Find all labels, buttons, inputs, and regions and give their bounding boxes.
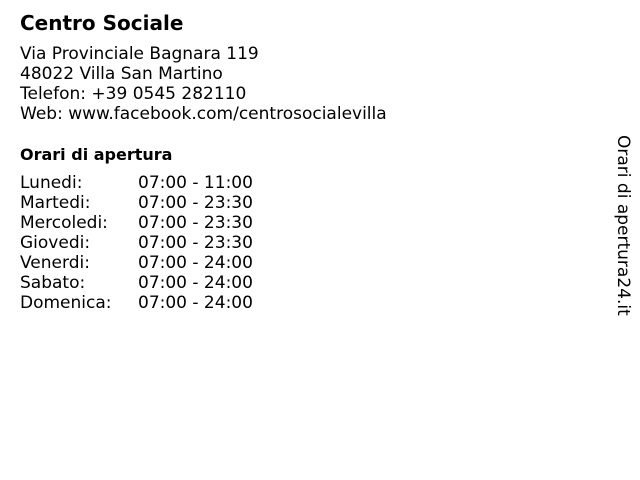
day-label: Lunedi: <box>20 173 83 193</box>
business-name: Centro Sociale <box>20 11 184 35</box>
phone-number: Telefon: +39 0545 282110 <box>20 84 247 104</box>
time-range: 07:00 - 23:30 <box>138 213 253 233</box>
hours-row-sunday <box>20 293 600 313</box>
day-label: Domenica: <box>20 293 112 313</box>
hours-row-monday <box>20 173 600 193</box>
day-label: Mercoledi: <box>20 213 108 233</box>
business-contact <box>20 44 600 124</box>
hours-row-saturday <box>20 273 600 293</box>
address-line-city: 48022 Villa San Martino <box>20 64 223 84</box>
time-range: 07:00 - 24:00 <box>138 293 253 313</box>
site-watermark: Orari di apertura24.it <box>613 135 633 316</box>
opening-hours-title: Orari di apertura <box>20 145 173 164</box>
time-range: 07:00 - 23:30 <box>138 193 253 213</box>
day-label: Giovedi: <box>20 233 91 253</box>
day-label: Sabato: <box>20 273 86 293</box>
website-link[interactable]: Web: www.facebook.com/centrosocialevilla <box>20 104 387 124</box>
hours-row-wednesday <box>20 213 600 233</box>
day-label: Martedi: <box>20 193 91 213</box>
address-line-street: Via Provinciale Bagnara 119 <box>20 44 259 64</box>
hours-row-friday <box>20 253 600 273</box>
business-card <box>20 10 600 313</box>
hours-row-tuesday <box>20 193 600 213</box>
day-label: Venerdi: <box>20 253 90 273</box>
time-range: 07:00 - 24:00 <box>138 253 253 273</box>
time-range: 07:00 - 11:00 <box>138 173 253 193</box>
hours-row-thursday <box>20 233 600 253</box>
opening-hours-table <box>20 173 600 313</box>
time-range: 07:00 - 23:30 <box>138 233 253 253</box>
time-range: 07:00 - 24:00 <box>138 273 253 293</box>
